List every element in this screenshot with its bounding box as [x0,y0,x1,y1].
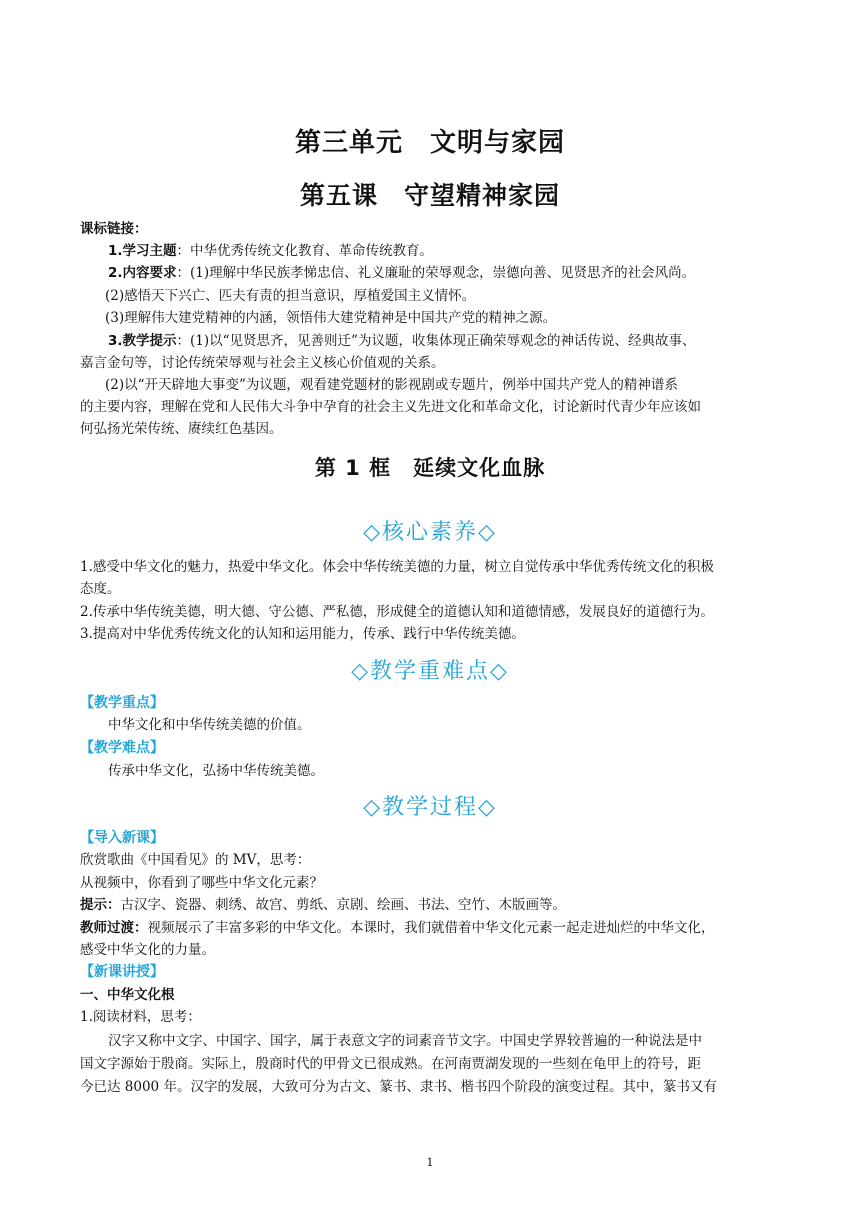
transition-line-1: 教师过渡：视频展示了丰富多彩的中华文化。本课时，我们就借着中华文化元素一起走进灿烂的中华文化， [80,920,715,936]
process-heading: ◇教学过程◇ [363,795,497,820]
focus-tag: 【教学重点】 [80,695,164,711]
core-literacy-heading: ◇核心素养◇ [363,520,497,545]
intro-line-2: 从视频中，你看到了哪些中华文化元素？ [80,875,323,891]
key-points-heading: ◇教学重难点◇ [351,659,509,684]
frame-title: 第 1 框 延续文化血脉 [314,456,546,480]
intro-hint: 提示：古汉字、瓷器、刺绣、故宫、剪纸、京剧、绘画、书法、空竹、木版画等。 [80,897,566,913]
curriculum-heading: 课标链接： [80,221,148,237]
curriculum-hint-line2: 嘉言金句等，讨论传统荣辱观与社会主义核心价值观的关系。 [80,355,445,371]
material-line-2: 国文字源始于殷商。实际上，殷商时代的甲骨文已很成熟。在河南贾湖发现的一些刻在龟甲上的符号，距 [80,1056,701,1072]
curriculum-content: 2.内容要求：(1)理解中华民族孝悌忠信、礼义廉耻的荣辱观念，崇德向善、见贤思齐的社会风尚。 [108,265,696,281]
material-line-3: 今已达 8000 年。汉字的发展，大致可分为古文、篆书、隶书、楷书四个阶段的演变过程。其中，篆书又有 [80,1079,717,1095]
focus-text: 中华文化和中华传统美德的价值。 [108,717,311,733]
curriculum-hint: 3.教学提示：(1)以“见贤思齐，见善则迁”为议题，收集体现正确荣辱观念的神话传说、经典故事、 [108,333,696,349]
curriculum-hint2-line3: 何弘扬光荣传统、赓续红色基因。 [80,421,283,437]
transition-line-2: 感受中华文化的力量。 [80,942,215,958]
core-item-2: 2.传承中华传统美德，明大德、守公德、严私德，形成健全的道德认知和道德情感，发展良好的道德行为。 [80,604,714,620]
core-item-1: 1.感受中华文化的魅力，热爱中华文化。体会中华传统美德的力量，树立自觉传承中华优秀传统文化的积极 [80,559,714,575]
difficulty-text: 传承中华文化，弘扬中华传统美德。 [108,763,324,779]
unit-title: 第三单元 文明与家园 [294,128,565,158]
intro-tag: 【导入新课】 [80,830,164,846]
lesson-title: 第五课 守望精神家园 [299,181,560,210]
new-lesson-tag: 【新课讲授】 [80,964,164,980]
curriculum-theme: 1.学习主题：中华优秀传统文化教育、革命传统教育。 [108,243,434,259]
section-1-heading: 一、中华文化根 [80,987,175,1003]
core-item-3: 3.提高对中华优秀传统文化的认知和运用能力，传承、践行中华传统美德。 [80,626,525,642]
curriculum-hint2-line2: 的主要内容，理解在党和人民伟大斗争中孕育的社会主义先进文化和革命文化，讨论新时代青少年应该如 [80,399,701,415]
intro-line-1: 欣赏歌曲《中国看见》的 MV，思考： [80,852,311,868]
difficulty-tag: 【教学难点】 [80,740,164,756]
page-number: 1 [426,1156,434,1169]
core-item-1-cont: 态度。 [80,581,121,597]
curriculum-content-2: (2)感悟天下兴亡、匹夫有责的担当意识，厚植爱国主义情怀。 [105,288,476,304]
curriculum-content-3: (3)理解伟大建党精神的内涵，领悟伟大建党精神是中国共产党的精神之源。 [105,310,557,326]
read-prompt: 1.阅读材料，思考： [80,1009,201,1025]
material-line-1: 汉字又称中文字、中国字、国字，属于表意文字的词素音节文字。中国史学界较普遍的一种说法是中 [108,1033,702,1049]
curriculum-hint2-line1: (2)以“开天辟地大事变”为议题，观看建党题材的影视剧或专题片，例举中国共产党人的精神谱系 [105,377,678,393]
